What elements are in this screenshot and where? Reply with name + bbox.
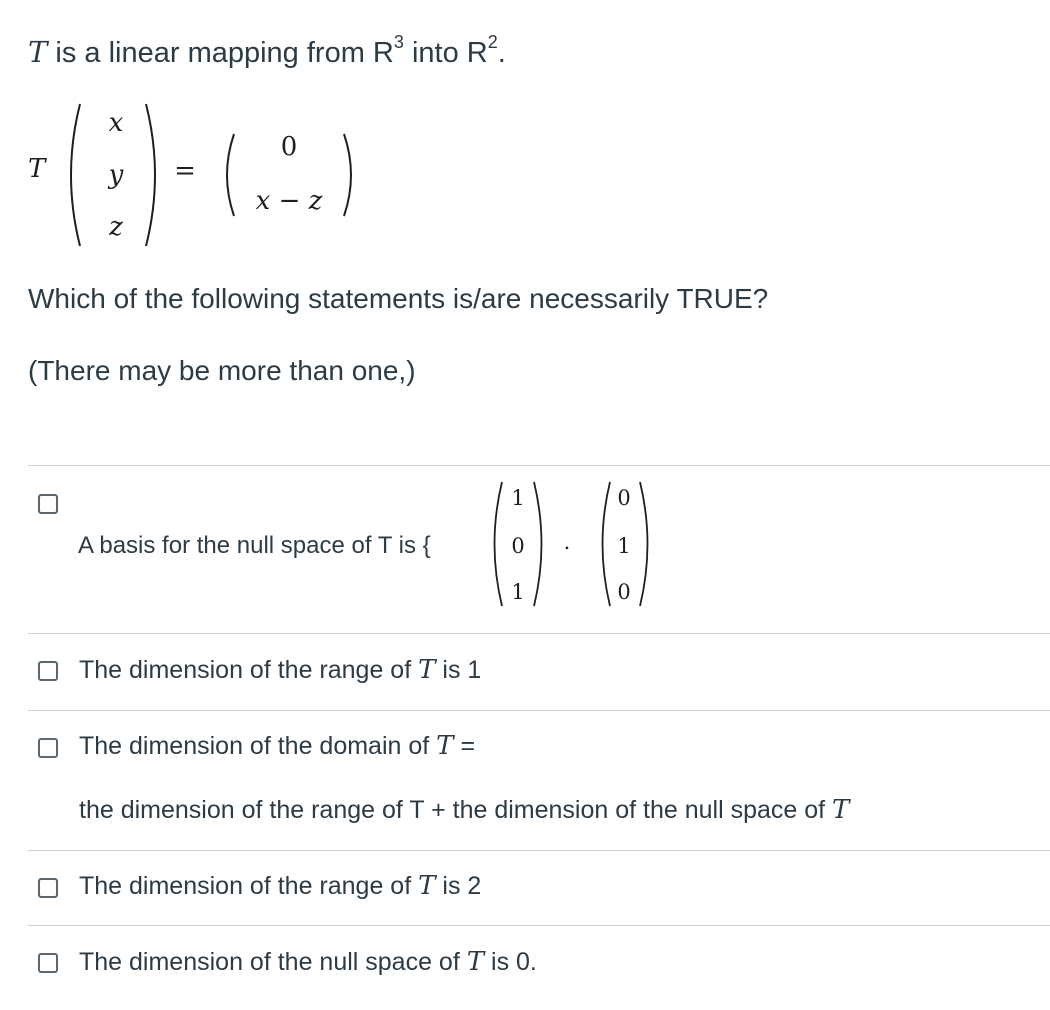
option-4-checkbox[interactable]	[38, 878, 58, 898]
option-3-line2: the dimension of the range of T + the dimension of the null space of	[79, 796, 833, 824]
option-5-post: is 0.	[484, 948, 537, 976]
codomain-exponent: 2	[487, 32, 498, 52]
option-4-post: is 2	[435, 872, 482, 900]
output-0: 0	[280, 132, 298, 162]
option-5-t-symbol: T	[466, 947, 485, 977]
input-z: z	[109, 212, 123, 242]
option-2-checkbox[interactable]	[38, 661, 58, 681]
input-x: x	[108, 108, 124, 138]
intro-text-b: into R	[403, 37, 488, 69]
intro-statement	[28, 32, 506, 73]
input-left-paren	[58, 100, 84, 250]
input-right-paren	[142, 100, 168, 250]
intro-text-a: is a linear mapping from R	[47, 37, 394, 69]
option-1-text: A basis for the null space of T is {	[78, 532, 431, 559]
option-2-post: is 1	[435, 656, 482, 684]
intro-text-c: .	[497, 37, 506, 69]
option-5-text	[79, 944, 537, 980]
t-symbol: T	[28, 35, 48, 69]
vec2-entry-3: 0	[617, 580, 631, 604]
option-divider	[28, 925, 1050, 926]
vector-separator: .	[563, 530, 571, 554]
option-divider	[28, 710, 1050, 711]
output-x-minus-z: x − z	[255, 186, 323, 216]
vec2-entry-2: 1	[617, 534, 631, 558]
option-4-t-symbol: T	[418, 871, 436, 901]
option-3-t-symbol: T	[436, 731, 454, 761]
domain-exponent: 3	[393, 32, 404, 52]
option-1-checkbox[interactable]	[38, 494, 58, 514]
equals-sign: =	[174, 156, 196, 186]
vec2-left-paren	[592, 478, 614, 610]
option-2-t-symbol: T	[418, 655, 436, 685]
question-text: Which of the following statements is/are necessarily TRUE?	[28, 283, 769, 314]
option-2-text	[79, 652, 481, 688]
vec1-entry-3: 1	[511, 580, 525, 604]
option-3-pre: The dimension of the domain of	[79, 732, 437, 760]
option-5-pre: The dimension of the null space of	[79, 948, 467, 976]
option-4-pre: The dimension of the range of	[79, 872, 419, 900]
option-5-checkbox[interactable]	[38, 953, 58, 973]
option-divider	[28, 850, 1050, 851]
question-note: (There may be more than one,)	[28, 355, 416, 386]
output-left-paren	[216, 130, 238, 220]
vec1-entry-1: 1	[511, 486, 525, 510]
vec1-left-paren	[484, 478, 506, 610]
vec1-entry-2: 0	[511, 534, 525, 558]
option-3-t-symbol-2: T	[832, 795, 850, 825]
option-2-pre: The dimension of the range of	[79, 656, 419, 684]
vec2-entry-1: 0	[617, 486, 631, 510]
output-right-paren	[340, 130, 362, 220]
input-y: y	[108, 160, 124, 190]
option-3-text-line2	[79, 792, 849, 828]
option-3-post: =	[453, 732, 476, 760]
option-4-text	[79, 868, 481, 904]
vec1-right-paren	[530, 478, 552, 610]
option-divider	[28, 465, 1050, 466]
option-3-checkbox[interactable]	[38, 738, 58, 758]
vec2-right-paren	[636, 478, 658, 610]
option-3-text-line1	[79, 728, 475, 764]
definition-t-symbol: T	[28, 154, 46, 184]
option-divider	[28, 633, 1050, 634]
